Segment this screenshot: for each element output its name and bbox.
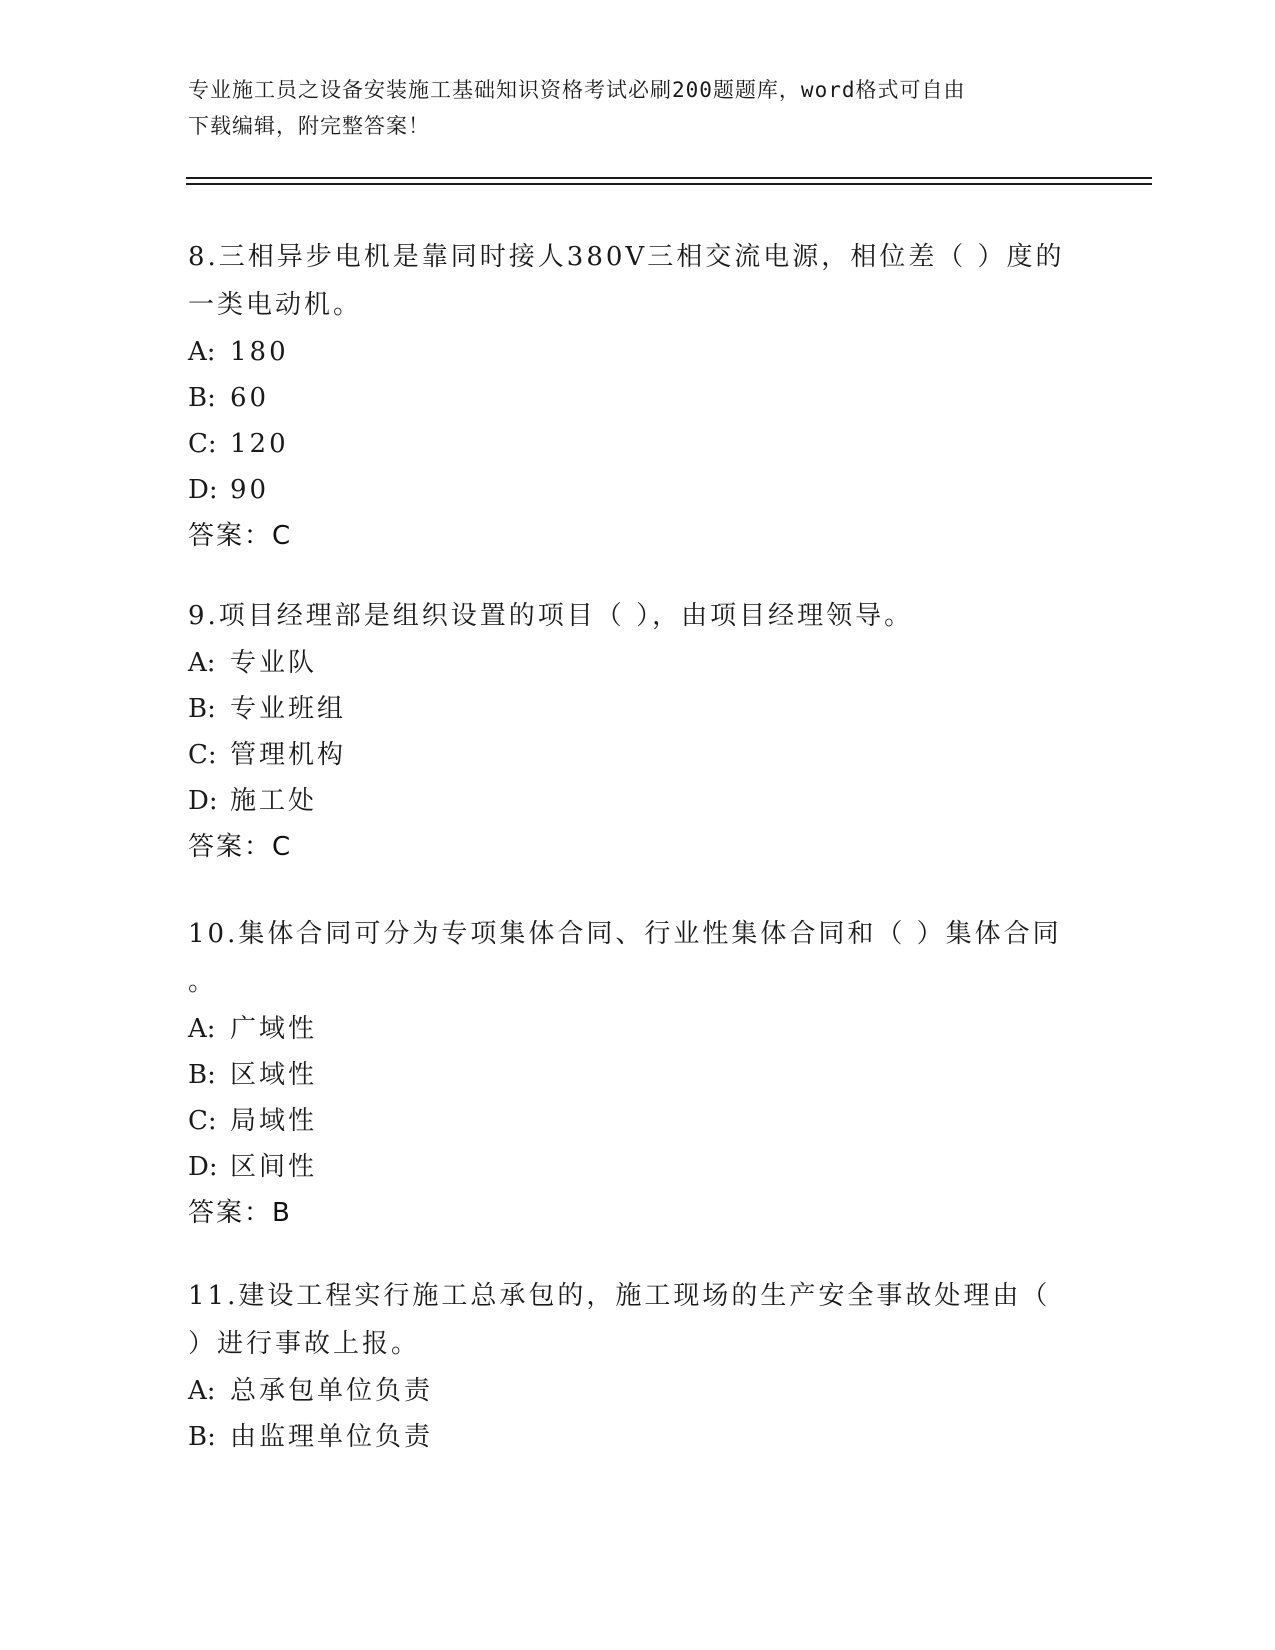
option-text: 管理机构 <box>230 740 347 770</box>
question-stem-line: 11.建设工程实行施工总承包的，施工现场的生产安全事故处理由（ <box>188 1281 1051 1311</box>
option-text: 广域性 <box>230 1014 318 1044</box>
option-d <box>188 1144 1068 1190</box>
question-stem-line: 8.三相异步电机是靠同时接人380V三相交流电源，相位差（ ）度的 <box>188 242 1065 272</box>
question-stem-line: 9.项目经理部是组织设置的项目（ ），由项目经理领导。 <box>188 601 914 631</box>
option-letter: D: <box>188 786 218 816</box>
option-text: 施工处 <box>230 786 318 816</box>
option-text: 区域性 <box>230 1060 318 1090</box>
option-letter: A: <box>188 337 216 367</box>
option-letter: D: <box>188 475 218 505</box>
option-letter: C: <box>188 1106 217 1136</box>
answer: 答案：B <box>188 1198 292 1228</box>
answer: 答案：C <box>188 832 293 862</box>
option-letter: B: <box>188 694 216 724</box>
answer: 答案：C <box>188 521 293 551</box>
option-text: 区间性 <box>230 1152 318 1182</box>
option-b <box>188 375 1068 421</box>
header-line-1: 专业施工员之设备安装施工基础知识资格考试必刷200题题库，word格式可自由 <box>188 78 966 102</box>
option-d <box>188 778 1068 824</box>
option-a <box>188 640 1068 686</box>
option-text: 120 <box>230 429 289 459</box>
option-text: 90 <box>230 475 270 505</box>
header-rule-top <box>186 177 1152 179</box>
option-c <box>188 1098 1068 1144</box>
question-8 <box>188 233 1068 559</box>
option-a <box>188 1368 1068 1414</box>
option-b <box>188 1052 1068 1098</box>
option-a <box>188 1006 1068 1052</box>
question-stem-line: 一类电动机。 <box>188 290 363 320</box>
option-a <box>188 329 1068 375</box>
option-b <box>188 1414 1068 1460</box>
option-b <box>188 686 1068 732</box>
question-stem-line: ）进行事故上报。 <box>188 1329 421 1359</box>
question-stem-line: 。 <box>188 967 218 997</box>
option-c <box>188 421 1068 467</box>
option-letter: C: <box>188 740 217 770</box>
question-11 <box>188 1272 1068 1460</box>
question-10 <box>188 910 1068 1236</box>
option-text: 总承包单位负责 <box>230 1376 434 1406</box>
question-stem <box>188 233 1068 329</box>
option-letter: A: <box>188 648 216 678</box>
option-letter: B: <box>188 1060 216 1090</box>
option-letter: A: <box>188 1014 216 1044</box>
option-text: 由监理单位负责 <box>230 1422 434 1452</box>
option-text: 专业队 <box>230 648 318 678</box>
question-stem <box>188 592 1068 640</box>
question-stem <box>188 910 1068 1006</box>
option-letter: B: <box>188 383 216 413</box>
header-line-2: 下载编辑，附完整答案！ <box>188 114 430 138</box>
option-c <box>188 732 1068 778</box>
option-text: 局域性 <box>230 1106 318 1136</box>
option-letter: A: <box>188 1376 216 1406</box>
option-text: 专业班组 <box>230 694 347 724</box>
question-9 <box>188 592 1068 870</box>
option-d <box>188 467 1068 513</box>
option-text: 60 <box>230 383 270 413</box>
option-letter: D: <box>188 1152 218 1182</box>
question-stem <box>188 1272 1068 1368</box>
header-rule-bottom <box>186 183 1152 185</box>
option-letter: C: <box>188 429 217 459</box>
option-letter: B: <box>188 1422 216 1452</box>
option-text: 180 <box>230 337 289 367</box>
document-header <box>188 72 1088 144</box>
question-stem-line: 10.集体合同可分为专项集体合同、行业性集体合同和（ ）集体合同 <box>188 919 1062 949</box>
